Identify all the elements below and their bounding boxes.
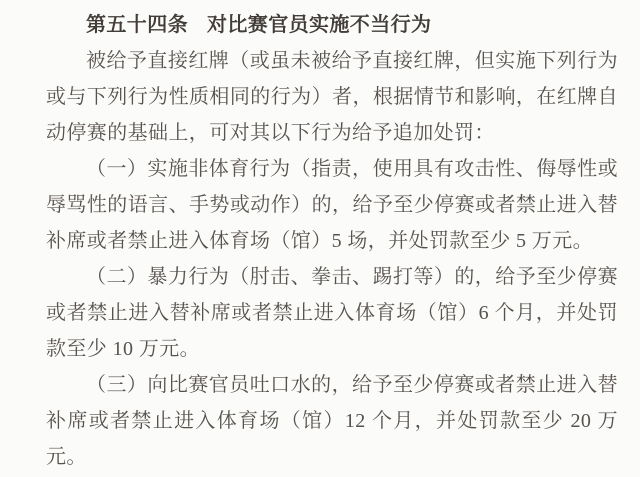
article-intro-paragraph: 被给予直接红牌（或虽未被给予直接红牌，但实施下列行为或与下列行为性质相同的行为）者，根据情节和影响，在红牌自动停赛的基础上，可对其以下行为给予追加处罚： (46, 50, 618, 144)
clause-3-paragraph: （三）向比赛官员吐口水的，给予至少停赛或者禁止进入替补席或者禁止进入体育场（馆）12 个月，并处罚款至少 20 万元。 (46, 374, 618, 468)
article-title: 对比赛官员实施不当行为 (207, 14, 432, 36)
clause-1-paragraph: （一）实施非体育行为（指责，使用具有攻击性、侮辱性或辱骂性的语言、手势或动作）的，给予至少停赛或者禁止进入替补席或者禁止进入体育场（馆）5 场，并处罚款至少 5 万元。 (46, 158, 618, 252)
article-heading (46, 7, 618, 43)
article-number: 第五十四条 (86, 14, 188, 36)
clause-2-paragraph: （二）暴力行为（肘击、拳击、踢打等）的，给予至少停赛或者禁止进入替补席或者禁止进入体育场（馆）6 个月，并处罚款至少 10 万元。 (46, 266, 618, 360)
